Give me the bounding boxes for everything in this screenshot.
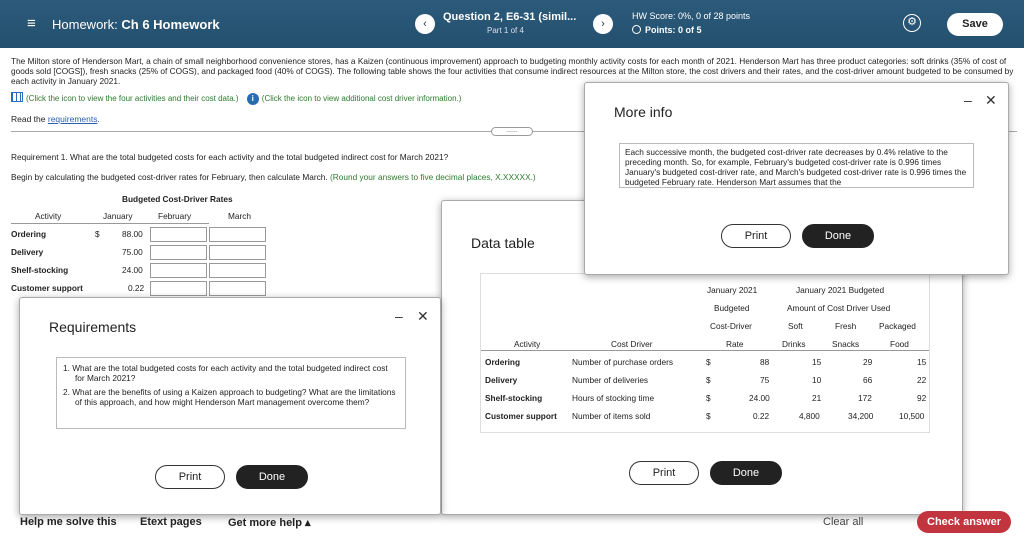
- more-info-print-button[interactable]: Print: [721, 224, 791, 248]
- more-info-done-button[interactable]: Done: [802, 224, 874, 248]
- top-bar: [0, 0, 1024, 48]
- rate-row-activity: Ordering: [11, 229, 47, 239]
- th-january-budgeted: January 2021 Budgeted: [796, 285, 885, 295]
- data-table-print-button[interactable]: Print: [629, 461, 699, 485]
- minimize-icon[interactable]: –: [395, 308, 403, 324]
- th-fresh: Fresh: [835, 321, 857, 331]
- info-link[interactable]: (Click the icon to view additional cost driver information.): [261, 94, 462, 103]
- requirement-1-text: Requirement 1. What are the total budgeted costs for each activity and the total budgeted indirect cost for March 2021?: [11, 152, 449, 162]
- data-table-link[interactable]: (Click the icon to view the four activities and their cost data.): [26, 94, 239, 103]
- save-button[interactable]: Save: [947, 13, 1003, 36]
- help-me-solve-link[interactable]: Help me solve this: [20, 516, 117, 528]
- more-info-modal: [584, 82, 1009, 275]
- shelf-stocking-mar-input[interactable]: [209, 263, 266, 278]
- requirements-list: [56, 357, 406, 429]
- th-rate: Rate: [726, 339, 744, 349]
- delivery-feb-input[interactable]: [150, 245, 207, 260]
- get-more-help-link[interactable]: Get more help ▴: [228, 517, 311, 529]
- dollar-sign: $: [95, 229, 100, 239]
- hw-score: HW Score: 0%, 0 of 28 points: [632, 11, 751, 21]
- data-row-packaged: 22: [917, 375, 927, 385]
- data-row-driver: Hours of stocking time: [572, 393, 655, 403]
- ordering-feb-input[interactable]: [150, 227, 207, 242]
- th-cost-driver: Cost-Driver: [710, 321, 752, 331]
- data-row-activity: Ordering: [485, 357, 521, 367]
- th-cost-driver-col: Cost Driver: [611, 339, 653, 349]
- th-snacks: Snacks: [832, 339, 860, 349]
- requirements-print-button[interactable]: Print: [155, 465, 225, 489]
- expand-dots-button[interactable]: ......: [491, 127, 533, 136]
- ordering-mar-input[interactable]: [209, 227, 266, 242]
- clear-all-button[interactable]: Clear all: [823, 516, 864, 528]
- rate-jan-value: 0.22: [128, 283, 145, 293]
- data-row-driver: Number of items sold: [572, 411, 651, 421]
- points-ring-icon: [632, 25, 641, 34]
- homework-title: Homework: Ch 6 Homework: [52, 17, 220, 32]
- dollar-sign: $: [706, 357, 711, 367]
- table-icon[interactable]: [11, 92, 23, 102]
- th-activity: Activity: [514, 339, 541, 349]
- data-row-rate: 0.22: [753, 411, 770, 421]
- menu-icon[interactable]: ≡: [27, 15, 36, 32]
- data-row-fresh: 66: [863, 375, 873, 385]
- data-row-packaged: 92: [917, 393, 927, 403]
- data-row-rate: 75: [760, 375, 770, 385]
- dollar-sign: $: [706, 375, 711, 385]
- rate-jan-value: 88.00: [122, 229, 143, 239]
- dollar-sign: $: [706, 411, 711, 421]
- data-row-fresh: 29: [863, 357, 873, 367]
- requirements-modal: [19, 297, 441, 515]
- icon-links: [11, 92, 461, 105]
- data-row-activity: Shelf-stocking: [485, 393, 543, 403]
- rates-table-title: Budgeted Cost-Driver Rates: [122, 194, 233, 204]
- data-row-soft: 4,800: [799, 411, 820, 421]
- prev-question-button[interactable]: ‹: [415, 14, 435, 34]
- requirement-item: 2. What are the benefits of using a Kaizen approach to budgeting? What are the limitations of this approach, and how might Henderson Mart management overcome them?: [63, 387, 396, 407]
- data-row-activity: Delivery: [485, 375, 518, 385]
- close-icon[interactable]: ✕: [417, 308, 429, 324]
- points: Points: 0 of 5: [632, 25, 702, 35]
- th-drinks: Drinks: [782, 339, 806, 349]
- data-row-driver: Number of purchase orders: [572, 357, 673, 367]
- rate-row-activity: Shelf-stocking: [11, 265, 69, 275]
- data-row-soft: 21: [812, 393, 822, 403]
- data-table-title: Data table: [471, 235, 535, 251]
- th-budgeted: Budgeted: [714, 303, 750, 313]
- th-packaged: Packaged: [879, 321, 916, 331]
- question-part: Part 1 of 4: [487, 26, 524, 35]
- col-january: January: [103, 211, 133, 221]
- data-header-rule: [481, 350, 929, 351]
- rate-jan-value: 75.00: [122, 247, 143, 257]
- requirements-title: Requirements: [49, 319, 137, 335]
- begin-instructions: Begin by calculating the budgeted cost-driver rates for February, then calculate March. (Round your answers to five decimal places, X.XXXXX.): [11, 172, 536, 182]
- customer-support-mar-input[interactable]: [209, 281, 266, 296]
- check-answer-button[interactable]: Check answer: [917, 511, 1011, 533]
- data-row-soft: 10: [812, 375, 822, 385]
- rate-jan-value: 24.00: [122, 265, 143, 275]
- question-title[interactable]: Question 2, E6-31 (simil...: [443, 11, 577, 23]
- col-february: February: [158, 211, 192, 221]
- data-row-fresh: 172: [858, 393, 872, 403]
- data-row-rate: 88: [760, 357, 770, 367]
- delivery-mar-input[interactable]: [209, 245, 266, 260]
- th-soft: Soft: [788, 321, 803, 331]
- rate-row-activity: Delivery: [11, 247, 44, 257]
- requirement-item: 1. What are the total budgeted costs for each activity and the total budgeted indirect cost for March 2021?: [63, 363, 388, 383]
- data-row-packaged: 15: [917, 357, 927, 367]
- data-table-done-button[interactable]: Done: [710, 461, 782, 485]
- data-row-driver: Number of deliveries: [572, 375, 649, 385]
- read-requirements: Read the requirements.: [11, 114, 100, 124]
- data-table-frame: [480, 273, 930, 433]
- data-row-activity: Customer support: [485, 411, 557, 421]
- col-march: March: [228, 211, 252, 221]
- customer-support-feb-input[interactable]: [150, 281, 207, 296]
- data-row-packaged: 10,500: [899, 411, 925, 421]
- etext-pages-link[interactable]: Etext pages: [140, 516, 202, 528]
- col-activity: Activity: [35, 211, 62, 221]
- th-food: Food: [890, 339, 909, 349]
- rates-header-rule: [11, 223, 209, 224]
- close-icon[interactable]: ✕: [985, 92, 997, 108]
- data-row-fresh: 34,200: [848, 411, 874, 421]
- dollar-sign: $: [706, 393, 711, 403]
- requirements-link[interactable]: requirements: [47, 114, 98, 124]
- data-row-rate: 24.00: [749, 393, 770, 403]
- problem-intro: The Milton store of Henderson Mart, a chain of small neighborhood convenience stores, has a Kaizen (continuous improvement) approach to budgeting monthly activity costs for each month of 2021. Henderson Mart has three product categories: soft drinks (35% of cost of goods sold [COGS]), fresh snacks (25% of COGS), and packaged food (40% of COGS). The following table shows the four activities that consume indirect resources at the Milton store, the cost drivers and their rates, and the cost-driver amount budgeted to be consumed by each activity in January 2021.: [11, 56, 1014, 86]
- th-january-2021: January 2021: [707, 285, 758, 295]
- more-info-title: More info: [614, 104, 673, 120]
- minimize-icon[interactable]: –: [964, 92, 972, 108]
- next-question-button[interactable]: ›: [593, 14, 613, 34]
- rate-row-activity: Customer support: [11, 283, 83, 293]
- gear-icon[interactable]: ⚙: [903, 14, 921, 32]
- data-row-soft: 15: [812, 357, 822, 367]
- shelf-stocking-feb-input[interactable]: [150, 263, 207, 278]
- more-info-text: Each successive month, the budgeted cost-driver rate decreases by 0.4% relative to the preceding month. So, for example, February's budgeted cost-driver rate is 0.996 times January's budgeted cost-driver rate, and March's budgeted cost-driver rate is 0.996 times the budgeted February rate. Henderson Mart assumes that the: [619, 143, 974, 188]
- info-icon[interactable]: i: [247, 93, 259, 105]
- requirements-done-button[interactable]: Done: [236, 465, 308, 489]
- th-amount-used: Amount of Cost Driver Used: [787, 303, 891, 313]
